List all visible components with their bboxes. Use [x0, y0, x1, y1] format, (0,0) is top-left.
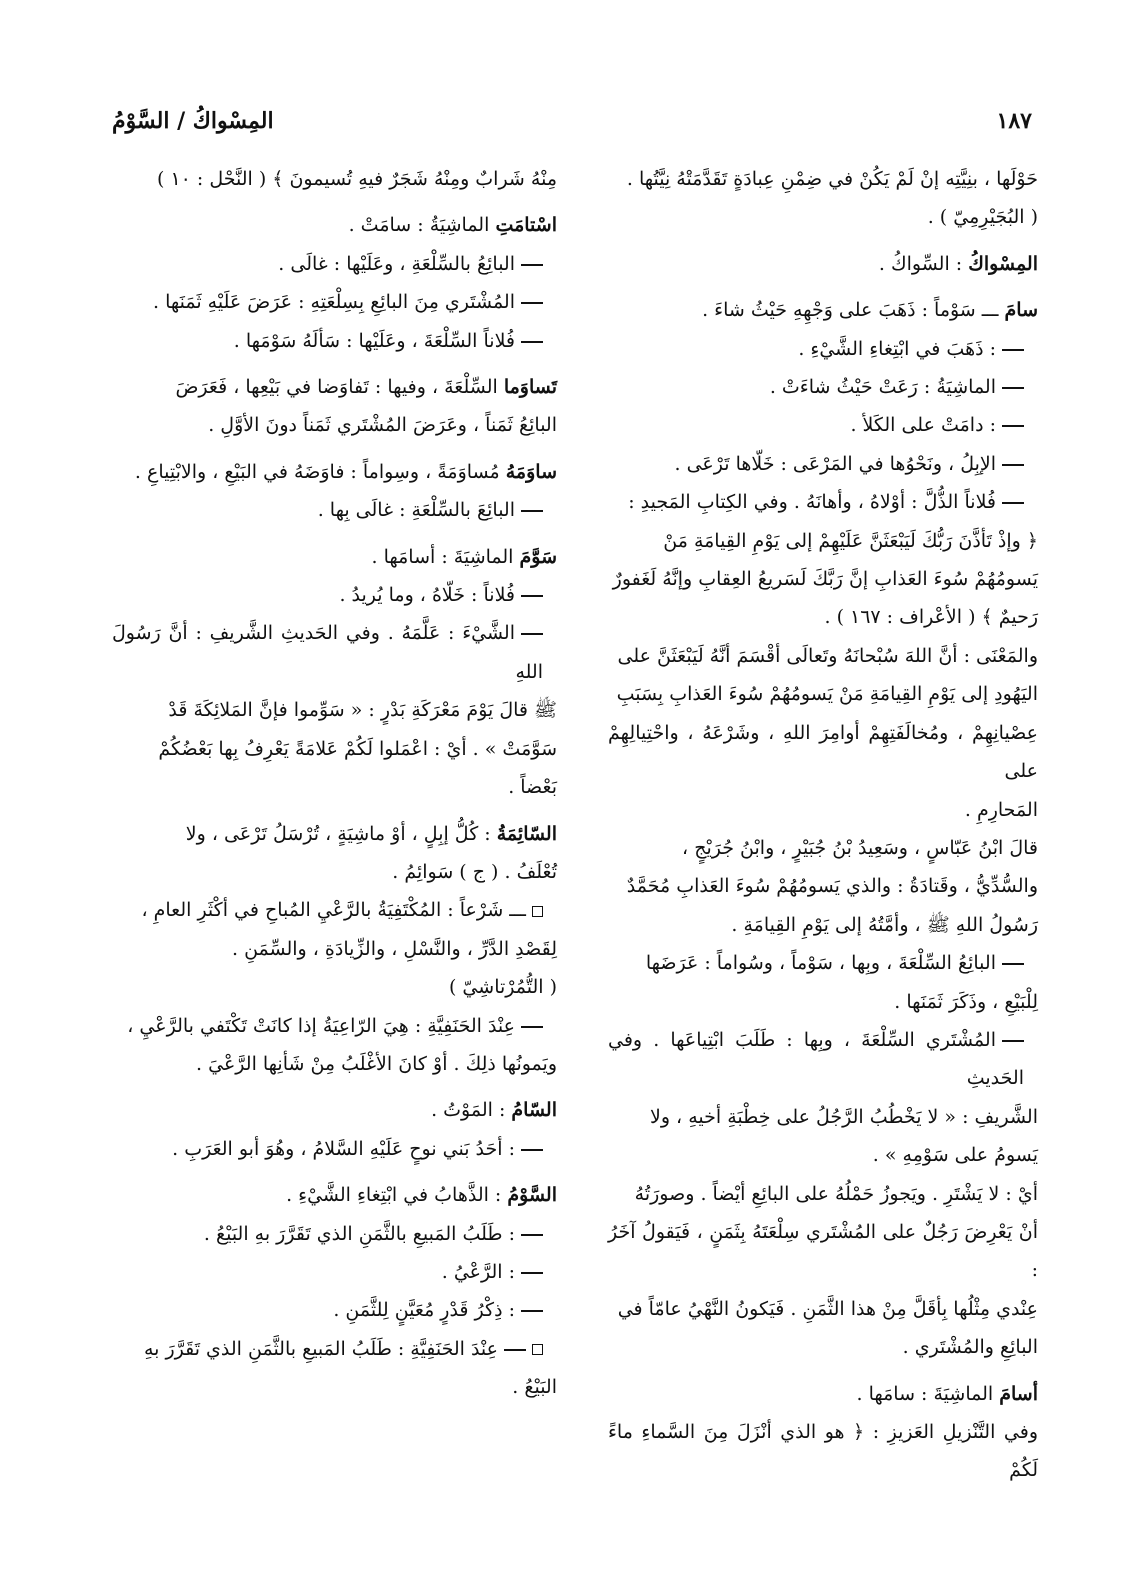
sub-entry [608, 483, 1038, 521]
sub-entry [112, 1291, 557, 1329]
text-line [608, 906, 1038, 944]
entry-text: : الرَّعْيُ . [441, 1260, 515, 1283]
entry-text: : السِّواكُ . [878, 252, 963, 275]
entry-text: البَيْعُ . [512, 1376, 557, 1399]
entry-text: فُلاناً السِّلْعَةَ ، وعَلَيْها : سَألَهُ سَوْمَها . [233, 329, 515, 352]
entry-text: ـــ سَوْماً : ذَهَبَ على وَجْهِهِ حَيْثُ شاءَ . [702, 299, 999, 322]
headword: السّامُ [511, 1099, 557, 1122]
dictionary-entry [112, 453, 557, 491]
dash-marker [521, 341, 543, 343]
dash-marker [521, 1310, 543, 1312]
square-marker-icon [532, 1344, 543, 1355]
headword: السَّوْمُ [507, 1184, 557, 1207]
dash-marker [1002, 387, 1024, 389]
entry-text: الماشِيَةَ : سامَها . [856, 1382, 994, 1405]
entry-text: ( التُّمُرْتاشِيّ ) [448, 976, 557, 999]
text-line [112, 930, 557, 968]
entry-text: الشَّيْءَ : عَلَّمَهُ . وفي الحَديثِ الشَّريفِ : أنَّ رَسُولَ اللهِ [112, 622, 543, 683]
sub-entry [608, 368, 1038, 406]
entry-text: والمَعْنَى : أنَّ اللهَ سُبْحانَهُ وتَعالَى أقْسَمَ أنَّهُ لَيَبْعَثَنَّ على [617, 644, 1038, 667]
text-line [608, 714, 1038, 791]
dictionary-entry [112, 1176, 557, 1214]
text-line [608, 675, 1038, 713]
text-line [112, 1045, 557, 1083]
dash-marker [521, 1234, 543, 1236]
text-line [608, 160, 1038, 198]
entry-text: الماشِيَةُ : رَعَتْ حَيْثُ شاءَتْ . [769, 376, 996, 399]
text-line [112, 406, 557, 444]
entry-text: الإبِلُ ، ونَحْوُها في المَرْعَى : خَلّاها تَرْعَى . [674, 452, 996, 475]
text-line [112, 160, 557, 198]
page-header [112, 108, 1032, 148]
entry-text: عِنْدي مِثْلُها بِأقَلَّ مِنْ هذا الثَّمَنِ . فَيَكونُ النَّهْيُ عامّاً في [617, 1297, 1038, 1320]
headword: سَوَّمَ [519, 545, 557, 568]
running-head: المِسْواكُ / السَّوْمُ [112, 108, 274, 134]
entry-text: : أحَدُ بَني نوحٍ عَلَيْهِ السَّلامُ ، وهُوَ أبو العَرَبِ . [172, 1137, 515, 1160]
dash-marker [521, 1026, 543, 1028]
headword: السّائِمَةُ [496, 822, 557, 845]
entry-text: ﴿ وإذْ تَأذَّنَ رَبُّكَ لَيَبْعَثَنَّ عَلَيْهِمْ إلى يَوْمِ القِيامَةِ مَنْ [663, 529, 1038, 552]
text-line [112, 968, 557, 1006]
text-line [112, 691, 557, 729]
dictionary-entry [608, 291, 1038, 329]
dash-marker [521, 633, 543, 635]
entry-text: يَسومُ على سَوْمِهِ » . [872, 1144, 1038, 1167]
sub-entry [608, 330, 1038, 368]
text-line [608, 1328, 1038, 1366]
entry-text: اليَهُودِ إلى يَوْمِ القِيامَةِ مَنْ يَسومُهُمْ سُوءَ العَذابِ بِسَبَبِ [616, 683, 1038, 706]
entry-text: فُلاناً الذُّلَّ : أوْلاهُ ، وأهانَهُ . وفي الكِتابِ المَجيدِ : [628, 491, 996, 514]
entry-text: : المَوْتُ . [431, 1099, 506, 1122]
headword: اسْتامَتِ [495, 214, 557, 237]
dash-marker [521, 595, 543, 597]
text-line [112, 768, 557, 806]
entry-text: البائِعُ السِّلْعَةَ ، وبِها ، سَوْماً ، وسُواماً : عَرَضَها [645, 952, 996, 975]
entry-text: سَوَّمَتْ » . أيْ : اعْمَلوا لَكُمْ عَلامَةً يَعْرِفُ بِها بَعْضُكُمْ [158, 737, 557, 760]
text-line [608, 829, 1038, 867]
text-line [608, 598, 1038, 636]
dash-marker [1002, 425, 1024, 427]
text-line [112, 730, 557, 768]
entry-text: تُعْلَفُ . ( ج ) سَوائِمُ . [392, 860, 557, 883]
entry-text: وفي التَّنْزيلِ العَزيزِ : ﴿ هو الذي أنْزَلَ مِنَ السَّماءِ ماءً لَكُمْ [608, 1421, 1038, 1482]
entry-text: بَعْضاً . [508, 776, 557, 799]
entry-text: البائِعُ ثَمَناً ، وعَرَضَ المُشْتَري ثَمَناً دونَ الأوَّلِ . [208, 414, 557, 437]
text-line [608, 560, 1038, 598]
entry-text: والسُّدِّيُّ ، وقَتادَةُ : والذي يَسومُهُمْ سُوءَ العَذابِ مُحَمَّدٌ [626, 875, 1038, 898]
entry-text: ويَمونُها ذلِكَ . أوْ كانَ الأغْلَبُ مِنْ شَأنِها الرَّعْيَ . [196, 1052, 557, 1075]
text-line [112, 1368, 557, 1406]
entry-text: عِنْدَ الحَنَفِيَّةِ : هِيَ الرّاعِيَةُ إذا كانَتْ تَكْتَفي بالرَّعْيِ ، [127, 1014, 515, 1037]
entry-text: : الذَّهابُ في ابْتِغاءِ الشَّيْءِ . [286, 1184, 502, 1207]
dash-marker [504, 1349, 526, 1351]
sub-entry [112, 322, 557, 360]
entry-text: السِّلْعَةَ ، وفيها : تَفاوَضا في بَيْعِها ، فَعَرَضَ [175, 376, 498, 399]
entry-text: ـــ شَرْعاً : المُكْتَفِيَةُ بالرَّعْيِ المُباحِ في أكْثَرِ العامِ ، [141, 899, 526, 922]
sub-entry [112, 1253, 557, 1291]
entry-text: لِقَصْدِ الدَّرِّ ، والنَّسْلِ ، والزِّيادَةِ ، والسِّمَنِ . [232, 937, 557, 960]
text-line [608, 1413, 1038, 1490]
text-line [608, 791, 1038, 829]
text-line [608, 867, 1038, 905]
sub-entry [608, 445, 1038, 483]
sub-entry [112, 1007, 557, 1045]
entry-text: فُلاناً : خَلّاهُ ، وما يُريدُ . [339, 584, 515, 607]
entry-text: البائِعَ بالسِّلْعَةِ : غالَى بِها . [317, 499, 515, 522]
dash-marker [521, 264, 543, 266]
page-number: ١٨٧ [996, 108, 1032, 134]
entry-text: البائِعُ بالسِّلْعَةِ ، وعَلَيْها : غالَى . [278, 252, 515, 275]
text-line [608, 1098, 1038, 1136]
headword: أسامَ [999, 1382, 1038, 1405]
sub-entry [608, 1021, 1038, 1098]
sub-entry [608, 944, 1038, 982]
text-line [608, 637, 1038, 675]
dash-marker [521, 510, 543, 512]
square-marker-icon [532, 906, 543, 917]
entry-text: المُشْتَري مِنَ البائِعِ بِسِلْعَتِهِ : عَرَضَ عَلَيْهِ ثَمَنَها . [153, 291, 515, 314]
entry-text: ( البُجَيْرِمِيّ ) . [927, 206, 1038, 229]
entry-text: : طَلَبُ المَبيعِ بالثَّمَنِ الذي تَقَرَّرَ بهِ البَيْعُ . [203, 1222, 515, 1245]
headword: سامَ [1004, 299, 1038, 322]
headword: ساوَمَهُ [505, 460, 557, 483]
text-line [608, 1213, 1038, 1290]
entry-text: رَحيمٌ ﴾ ( الأعْراف : ١٦٧ ) . [824, 606, 1038, 629]
text-line [608, 1290, 1038, 1328]
entry-text: مُساوَمَةً ، وسِواماً : فاوَضَهُ في البَيْعِ ، والابْتِياعِ . [134, 460, 500, 483]
dash-marker [1002, 963, 1024, 965]
sub-entry [112, 891, 557, 929]
entry-text: رَسُولُ اللهِ ﷺ ، وأمَّتُهُ إلى يَوْمِ القِيامَةِ . [731, 913, 1038, 936]
entry-text: : دامَتْ على الكَلأ . [850, 414, 996, 437]
entry-text: لِلْبَيْعِ ، وذَكَرَ ثَمَنَها . [894, 990, 1038, 1013]
entry-text: المُشْتَري السِّلْعَةَ ، وبِها : طَلَبَ ابْتِياعَها . وفي الحَديثِ [608, 1028, 1024, 1090]
sub-entry [112, 491, 557, 529]
dictionary-entry [112, 368, 557, 406]
text-line [608, 983, 1038, 1021]
right-column [608, 160, 1038, 1490]
sub-entry [608, 406, 1038, 444]
dash-marker [1002, 464, 1024, 466]
headword: تَساوَما [503, 376, 557, 399]
dash-marker [521, 1149, 543, 1151]
dictionary-entry [112, 1091, 557, 1129]
entry-text: الشَّريفِ : « لا يَخْطُبُ الرَّجُلُ على خِطْبَةِ أخيهِ ، ولا [650, 1105, 1038, 1128]
entry-text: ﷺ قالَ يَوْمَ مَعْرَكَةِ بَدْرٍ : « سَوِّموا فإنَّ المَلائِكَةَ قَدْ [168, 699, 557, 722]
sub-entry [112, 245, 557, 283]
sub-entry [112, 576, 557, 614]
dictionary-entry [112, 815, 557, 853]
dash-marker [521, 1272, 543, 1274]
entry-text: يَسومُهُمْ سُوءَ العَذابِ إنَّ رَبَّكَ لَسَريعُ العِقابِ وإنَّهُ لَغَفورٌ [612, 568, 1038, 591]
text-line [608, 198, 1038, 236]
entry-text: مِنْهُ شَرابٌ ومِنْهُ شَجَرٌ فيهِ تُسيمونَ ﴾ ( النَّحْل : ١٠ ) [156, 168, 557, 190]
text-line [608, 1136, 1038, 1174]
sub-entry [112, 283, 557, 321]
sub-entry [112, 1130, 557, 1168]
entry-text: الماشِيَةُ : سامَتْ . [348, 214, 490, 237]
dash-marker [1002, 502, 1024, 504]
sub-entry [112, 614, 557, 691]
left-column [112, 160, 557, 1407]
text-line [112, 853, 557, 891]
dictionary-entry [112, 538, 557, 576]
entry-text: البائِعِ والمُشْتَري . [902, 1336, 1038, 1359]
sub-entry [112, 1330, 557, 1368]
entry-text: المَحارِمِ . [964, 798, 1038, 821]
text-line [608, 1175, 1038, 1213]
entry-text: الماشِيَةَ : أسامَها . [371, 545, 514, 568]
entry-text: عِنْدَ الحَنَفِيَّةِ : طَلَبُ المَبيعِ بالثَّمَنِ الذي تَقَرَّرَ بهِ [143, 1337, 498, 1360]
entry-text: : ذِكْرُ قَدْرٍ مُعَيَّنٍ لِلثَّمَنِ . [333, 1299, 515, 1322]
dash-marker [1002, 1040, 1024, 1042]
entry-text: قالَ ابْنُ عَبّاسٍ ، وسَعِيدُ بْنُ جُبَيْرٍ ، وابْنُ جُرَيْجٍ ، [682, 836, 1038, 859]
sub-entry [112, 1215, 557, 1253]
dictionary-entry [608, 245, 1038, 283]
entry-text: أيْ : لا يَشْتَرِ . ويَجوزُ حَمْلُهُ على البائِعِ أيْضاً . وصورَتُهُ [634, 1182, 1038, 1205]
entry-text: : كُلُّ إبِلٍ ، أوْ ماشِيَةٍ ، تُرْسَلُ تَرْعَى ، ولا [185, 822, 491, 845]
headword: المِسْواكُ [968, 252, 1038, 275]
entry-text: عِصْيانِهِمْ ، ومُخالَفَتِهِمْ أوامِرَ اللهِ ، وشَرْعَهُ ، واحْتِيالِهِمْ على [608, 721, 1038, 783]
text-line [608, 522, 1038, 560]
dictionary-entry [112, 206, 557, 244]
entry-text: حَوْلَها ، بنِيَّتِه إنْ لَمْ يَكُنْ في ضِمْنِ عِبادَةٍ تَقَدَّمَتْهُ نِيَّتُها . [626, 168, 1038, 190]
entry-text: أنْ يَعْرِضَ رَجُلٌ على المُشْتَري سِلْعَتَهُ بِثَمَنٍ ، فَيَقولُ آخَرُ : [608, 1220, 1038, 1282]
dash-marker [521, 302, 543, 304]
entry-text: : ذَهَبَ في ابْتِغاءِ الشَّيْءِ . [798, 337, 996, 360]
dictionary-entry [608, 1375, 1038, 1413]
dash-marker [1002, 349, 1024, 351]
